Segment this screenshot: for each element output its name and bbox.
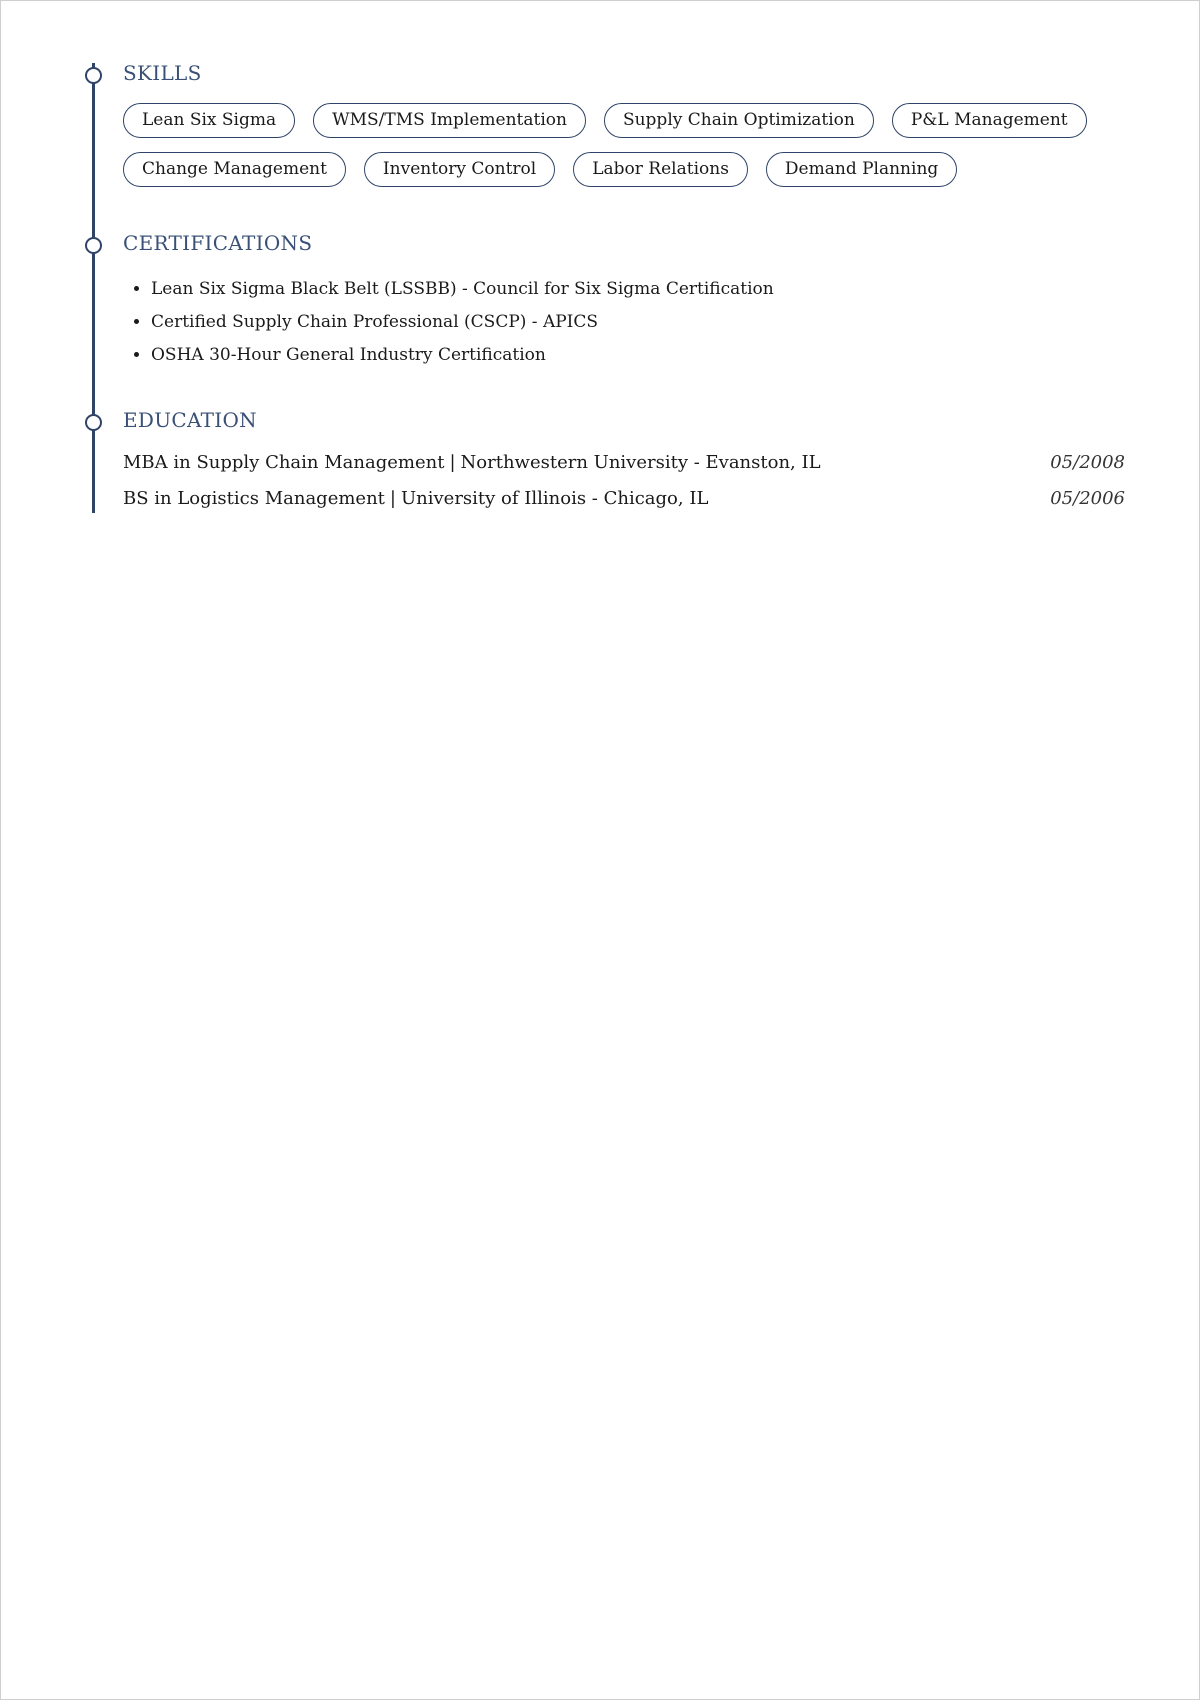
skill-chip: P&L Management	[892, 103, 1087, 138]
education-school: Northwestern University - Evanston, IL	[460, 452, 821, 473]
certification-item: • OSHA 30-Hour General Industry Certification	[151, 339, 774, 372]
skill-chip: Lean Six Sigma	[123, 103, 295, 138]
education-separator: |	[389, 488, 396, 509]
skill-chip: Supply Chain Optimization	[604, 103, 874, 138]
skill-chip: Labor Relations	[573, 152, 748, 187]
skill-chip: Inventory Control	[364, 152, 555, 187]
skills-chip-row	[123, 152, 1123, 187]
education-separator: |	[449, 452, 456, 473]
certification-item: • Certified Supply Chain Professional (CSCP) - APICS	[151, 306, 774, 339]
education-degree: MBA in Supply Chain Management	[123, 452, 445, 473]
timeline-node-icon	[85, 67, 102, 84]
education-school: University of Illinois - Chicago, IL	[400, 488, 709, 509]
education-text	[123, 485, 708, 513]
certifications-heading: CERTIFICATIONS	[123, 231, 313, 255]
timeline-line	[92, 63, 95, 513]
education-heading: EDUCATION	[123, 408, 257, 432]
timeline-node-icon	[85, 237, 102, 254]
skill-chip: Change Management	[123, 152, 346, 187]
skills-chip-row	[123, 103, 1123, 138]
skills-heading: SKILLS	[123, 61, 202, 85]
skills-chip-list	[123, 103, 1123, 201]
skill-chip: WMS/TMS Implementation	[313, 103, 586, 138]
education-degree: BS in Logistics Management	[123, 488, 385, 509]
education-entry	[123, 449, 1125, 477]
education-date: 05/2008	[1050, 452, 1125, 473]
education-date: 05/2006	[1050, 488, 1125, 509]
skill-chip: Demand Planning	[766, 152, 957, 187]
certifications-list	[123, 273, 774, 372]
education-entry	[123, 485, 1125, 513]
education-text	[123, 449, 821, 477]
certification-item: • Lean Six Sigma Black Belt (LSSBB) - Council for Six Sigma Certification	[151, 273, 774, 306]
timeline-node-icon	[85, 414, 102, 431]
